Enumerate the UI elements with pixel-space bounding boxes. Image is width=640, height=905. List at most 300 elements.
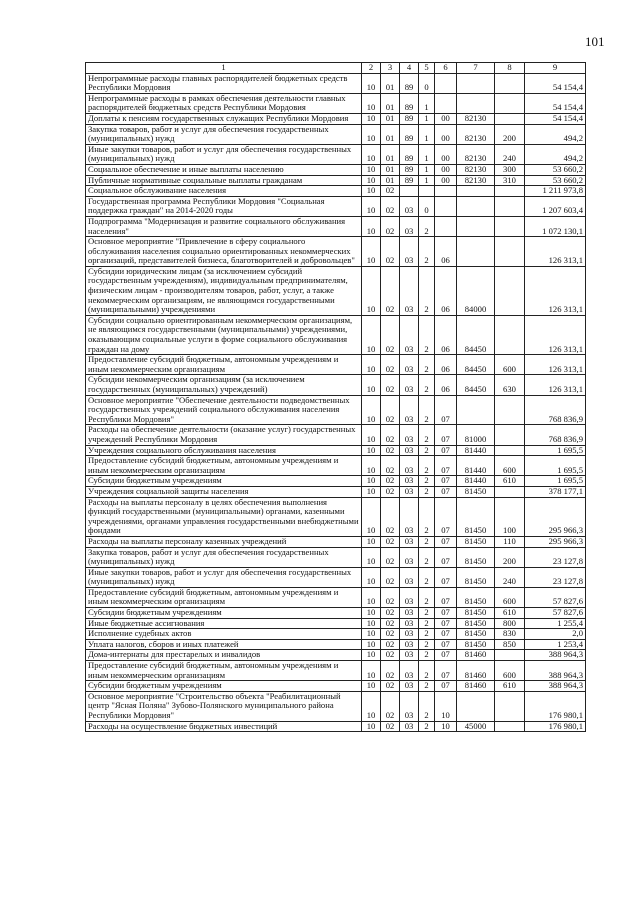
code-cell: 1 — [419, 164, 435, 175]
code-cell: 00 — [435, 124, 457, 144]
code-cell: 81450 — [457, 587, 495, 607]
code-cell: 07 — [435, 497, 457, 536]
amount-cell: 126 313,1 — [525, 237, 586, 267]
code-cell — [495, 93, 525, 113]
code-cell: 89 — [400, 73, 419, 93]
code-cell — [419, 186, 435, 197]
code-cell: 10 — [362, 375, 381, 395]
table-row — [86, 375, 586, 395]
code-cell: 82130 — [457, 144, 495, 164]
code-cell: 2 — [419, 661, 435, 681]
code-cell: 07 — [435, 476, 457, 487]
table-row — [86, 629, 586, 640]
expense-name-cell: Субсидии юридическим лицам (за исключением субсидий государственным учреждениям), индивидуальным предпринимателям, физическим лицам - производителям товаров, работ, услуг, а также некоммерческим организациям, не являющимся государственными (муниципальными) учреждениями — [86, 266, 362, 315]
code-cell: 03 — [400, 497, 419, 536]
code-cell: 84450 — [457, 375, 495, 395]
table-row — [86, 73, 586, 93]
code-cell: 1 — [419, 124, 435, 144]
code-cell: 03 — [400, 315, 419, 354]
code-cell: 03 — [400, 661, 419, 681]
code-cell: 10 — [362, 587, 381, 607]
table-body — [86, 73, 586, 732]
amount-cell: 768 836,9 — [525, 425, 586, 445]
code-cell: 600 — [495, 456, 525, 476]
table-row — [86, 164, 586, 175]
code-cell: 03 — [400, 536, 419, 547]
code-cell: 02 — [381, 476, 400, 487]
code-cell: 02 — [381, 587, 400, 607]
table-header-row — [86, 63, 586, 74]
code-cell: 600 — [495, 355, 525, 375]
table-row — [86, 661, 586, 681]
table-row — [86, 237, 586, 267]
amount-cell: 23 127,8 — [525, 547, 586, 567]
table-row — [86, 175, 586, 186]
code-cell: 81460 — [457, 681, 495, 692]
amount-cell: 126 313,1 — [525, 266, 586, 315]
code-cell: 240 — [495, 567, 525, 587]
code-cell — [495, 650, 525, 661]
amount-cell: 23 127,8 — [525, 567, 586, 587]
code-cell: 02 — [381, 266, 400, 315]
code-cell: 10 — [362, 497, 381, 536]
code-cell: 03 — [400, 547, 419, 567]
table-row — [86, 445, 586, 456]
code-cell: 2 — [419, 476, 435, 487]
table-row — [86, 567, 586, 587]
code-cell: 03 — [400, 445, 419, 456]
code-cell: 03 — [400, 618, 419, 629]
code-cell: 10 — [362, 547, 381, 567]
header-cell: 8 — [495, 63, 525, 74]
code-cell: 00 — [435, 175, 457, 186]
code-cell: 10 — [362, 618, 381, 629]
code-cell: 07 — [435, 639, 457, 650]
expense-name-cell: Подпрограмма "Модернизация и развитие социального обслуживания населения" — [86, 216, 362, 236]
code-cell: 830 — [495, 629, 525, 640]
code-cell: 610 — [495, 681, 525, 692]
code-cell: 07 — [435, 618, 457, 629]
code-cell — [457, 93, 495, 113]
header-cell: 2 — [362, 63, 381, 74]
expense-name-cell: Государственная программа Республики Мордовия "Социальная поддержка граждан" на 2014-2020 годы — [86, 196, 362, 216]
table-row — [86, 587, 586, 607]
code-cell: 07 — [435, 445, 457, 456]
code-cell: 01 — [381, 124, 400, 144]
code-cell: 81460 — [457, 650, 495, 661]
amount-cell: 57 827,6 — [525, 587, 586, 607]
code-cell: 10 — [362, 395, 381, 425]
code-cell: 02 — [381, 567, 400, 587]
code-cell: 01 — [381, 144, 400, 164]
code-cell: 02 — [381, 355, 400, 375]
code-cell: 03 — [400, 608, 419, 619]
code-cell: 10 — [362, 476, 381, 487]
code-cell: 10 — [362, 355, 381, 375]
amount-cell: 54 154,4 — [525, 113, 586, 124]
code-cell: 850 — [495, 639, 525, 650]
table-row — [86, 497, 586, 536]
code-cell: 81440 — [457, 445, 495, 456]
code-cell: 02 — [381, 536, 400, 547]
amount-cell: 295 966,3 — [525, 497, 586, 536]
code-cell: 07 — [435, 650, 457, 661]
expense-name-cell: Основное мероприятие "Привлечение в сферу социального обслуживания населения социально ориентированных некоммерческих организаций, представителей бизнеса, благотворителей и добровольцев" — [86, 237, 362, 267]
code-cell: 610 — [495, 476, 525, 487]
expense-name-cell: Расходы на выплаты персоналу казенных учреждений — [86, 536, 362, 547]
amount-cell: 1 211 973,8 — [525, 186, 586, 197]
code-cell: 2 — [419, 608, 435, 619]
code-cell: 10 — [362, 216, 381, 236]
expense-name-cell: Публичные нормативные социальные выплаты гражданам — [86, 175, 362, 186]
code-cell: 01 — [381, 113, 400, 124]
expense-name-cell: Предоставление субсидий бюджетным, автономным учреждениям и иным некоммерческим организациям — [86, 661, 362, 681]
table-row — [86, 650, 586, 661]
code-cell: 10 — [362, 456, 381, 476]
expense-name-cell: Закупка товаров, работ и услуг для обеспечения государственных (муниципальных) нужд — [86, 547, 362, 567]
code-cell — [435, 196, 457, 216]
code-cell: 81440 — [457, 476, 495, 487]
code-cell: 02 — [381, 681, 400, 692]
code-cell — [495, 196, 525, 216]
amount-cell: 1 695,5 — [525, 445, 586, 456]
code-cell: 89 — [400, 144, 419, 164]
page-number: 101 — [585, 34, 605, 49]
code-cell: 10 — [362, 266, 381, 315]
code-cell: 03 — [400, 196, 419, 216]
code-cell: 10 — [362, 567, 381, 587]
expense-name-cell: Учреждения социальной защиты населения — [86, 486, 362, 497]
expense-name-cell: Дома-интернаты для престарелых и инвалидов — [86, 650, 362, 661]
amount-cell: 126 313,1 — [525, 315, 586, 354]
code-cell: 81450 — [457, 608, 495, 619]
code-cell: 1 — [419, 93, 435, 113]
code-cell: 100 — [495, 497, 525, 536]
amount-cell: 176 980,1 — [525, 691, 586, 721]
code-cell: 02 — [381, 650, 400, 661]
code-cell: 01 — [381, 175, 400, 186]
code-cell: 03 — [400, 266, 419, 315]
code-cell: 2 — [419, 536, 435, 547]
code-cell: 81450 — [457, 629, 495, 640]
table-row — [86, 124, 586, 144]
code-cell: 10 — [362, 124, 381, 144]
code-cell: 03 — [400, 681, 419, 692]
header-cell: 4 — [400, 63, 419, 74]
code-cell: 03 — [400, 237, 419, 267]
code-cell: 07 — [435, 681, 457, 692]
code-cell — [495, 216, 525, 236]
table-row — [86, 547, 586, 567]
code-cell: 45000 — [457, 721, 495, 732]
code-cell: 84450 — [457, 355, 495, 375]
code-cell: 03 — [400, 375, 419, 395]
code-cell: 2 — [419, 567, 435, 587]
code-cell: 03 — [400, 425, 419, 445]
code-cell: 81450 — [457, 536, 495, 547]
code-cell: 10 — [362, 175, 381, 186]
code-cell: 2 — [419, 355, 435, 375]
code-cell: 81450 — [457, 639, 495, 650]
code-cell: 10 — [362, 445, 381, 456]
code-cell: 2 — [419, 395, 435, 425]
code-cell — [495, 266, 525, 315]
table-row — [86, 113, 586, 124]
code-cell — [435, 186, 457, 197]
code-cell: 07 — [435, 425, 457, 445]
budget-table — [85, 62, 586, 732]
code-cell: 2 — [419, 375, 435, 395]
code-cell: 06 — [435, 315, 457, 354]
code-cell: 10 — [362, 691, 381, 721]
amount-cell: 494,2 — [525, 144, 586, 164]
expense-name-cell: Основное мероприятие "Обеспечение деятельности подведомственных государственных учреждений социального обслуживания населения Республики Мордовия" — [86, 395, 362, 425]
table-row — [86, 355, 586, 375]
amount-cell: 126 313,1 — [525, 375, 586, 395]
code-cell: 02 — [381, 629, 400, 640]
code-cell: 82130 — [457, 113, 495, 124]
code-cell: 02 — [381, 721, 400, 732]
amount-cell: 1 207 603,4 — [525, 196, 586, 216]
table-row — [86, 681, 586, 692]
code-cell: 2 — [419, 629, 435, 640]
code-cell: 1 — [419, 175, 435, 186]
code-cell: 10 — [362, 608, 381, 619]
expense-name-cell: Непрограммные расходы в рамках обеспечения деятельности главных распорядителей бюджетных средств Республики Мордовия — [86, 93, 362, 113]
expense-name-cell: Закупка товаров, работ и услуг для обеспечения государственных (муниципальных) нужд — [86, 124, 362, 144]
code-cell: 81450 — [457, 486, 495, 497]
table-row — [86, 476, 586, 487]
table-row — [86, 196, 586, 216]
table-row — [86, 536, 586, 547]
code-cell — [495, 186, 525, 197]
code-cell: 03 — [400, 456, 419, 476]
table-row — [86, 721, 586, 732]
code-cell: 82130 — [457, 164, 495, 175]
amount-cell: 53 660,2 — [525, 175, 586, 186]
code-cell: 00 — [435, 113, 457, 124]
code-cell: 03 — [400, 629, 419, 640]
code-cell: 2 — [419, 681, 435, 692]
table-row — [86, 315, 586, 354]
table-row — [86, 216, 586, 236]
code-cell: 89 — [400, 93, 419, 113]
code-cell: 2 — [419, 497, 435, 536]
code-cell: 06 — [435, 375, 457, 395]
code-cell: 07 — [435, 587, 457, 607]
amount-cell: 494,2 — [525, 124, 586, 144]
code-cell: 07 — [435, 547, 457, 567]
code-cell — [495, 425, 525, 445]
amount-cell: 1 695,5 — [525, 456, 586, 476]
expense-name-cell: Иные закупки товаров, работ и услуг для обеспечения государственных (муниципальных) нужд — [86, 567, 362, 587]
table-row — [86, 618, 586, 629]
code-cell: 03 — [400, 587, 419, 607]
code-cell: 06 — [435, 237, 457, 267]
code-cell — [495, 237, 525, 267]
table-row — [86, 608, 586, 619]
code-cell: 10 — [362, 629, 381, 640]
expense-name-cell: Доплаты к пенсиям государственных служащих Республики Мордовия — [86, 113, 362, 124]
code-cell: 10 — [362, 144, 381, 164]
code-cell: 07 — [435, 456, 457, 476]
code-cell: 2 — [419, 639, 435, 650]
expense-name-cell: Иные закупки товаров, работ и услуг для обеспечения государственных (муниципальных) нужд — [86, 144, 362, 164]
code-cell: 10 — [362, 186, 381, 197]
table-row — [86, 266, 586, 315]
code-cell: 07 — [435, 661, 457, 681]
code-cell: 800 — [495, 618, 525, 629]
code-cell: 81000 — [457, 425, 495, 445]
code-cell: 84450 — [457, 315, 495, 354]
code-cell: 10 — [362, 164, 381, 175]
code-cell: 10 — [362, 237, 381, 267]
code-cell: 600 — [495, 661, 525, 681]
expense-name-cell: Предоставление субсидий бюджетным, автономным учреждениям и иным некоммерческим организациям — [86, 587, 362, 607]
code-cell: 02 — [381, 547, 400, 567]
expense-name-cell: Субсидии некоммерческим организациям (за исключением государственных (муниципальных) учреждений) — [86, 375, 362, 395]
code-cell: 07 — [435, 536, 457, 547]
code-cell: 10 — [362, 650, 381, 661]
code-cell: 89 — [400, 175, 419, 186]
code-cell: 03 — [400, 216, 419, 236]
code-cell: 2 — [419, 721, 435, 732]
code-cell: 2 — [419, 618, 435, 629]
expense-name-cell: Предоставление субсидий бюджетным, автономным учреждениям и иным некоммерческим организациям — [86, 355, 362, 375]
code-cell: 600 — [495, 587, 525, 607]
code-cell — [495, 486, 525, 497]
code-cell: 10 — [362, 681, 381, 692]
code-cell: 01 — [381, 73, 400, 93]
expense-name-cell: Уплата налогов, сборов и иных платежей — [86, 639, 362, 650]
amount-cell: 1 253,4 — [525, 639, 586, 650]
code-cell: 10 — [362, 196, 381, 216]
code-cell: 2 — [419, 691, 435, 721]
code-cell: 02 — [381, 608, 400, 619]
code-cell: 02 — [381, 216, 400, 236]
code-cell: 2 — [419, 216, 435, 236]
code-cell: 0 — [419, 73, 435, 93]
code-cell: 81450 — [457, 567, 495, 587]
code-cell: 02 — [381, 196, 400, 216]
code-cell — [457, 196, 495, 216]
code-cell: 2 — [419, 587, 435, 607]
code-cell: 06 — [435, 355, 457, 375]
code-cell: 03 — [400, 650, 419, 661]
code-cell: 01 — [381, 93, 400, 113]
code-cell: 07 — [435, 608, 457, 619]
code-cell: 02 — [381, 375, 400, 395]
expense-name-cell: Субсидии бюджетным учреждениям — [86, 476, 362, 487]
amount-cell: 126 313,1 — [525, 355, 586, 375]
code-cell — [435, 216, 457, 236]
code-cell: 03 — [400, 486, 419, 497]
code-cell: 07 — [435, 486, 457, 497]
header-cell: 6 — [435, 63, 457, 74]
code-cell: 630 — [495, 375, 525, 395]
code-cell: 1 — [419, 113, 435, 124]
code-cell: 2 — [419, 315, 435, 354]
code-cell: 10 — [362, 536, 381, 547]
code-cell — [495, 395, 525, 425]
expense-name-cell: Социальное обеспечение и иные выплаты населению — [86, 164, 362, 175]
code-cell: 03 — [400, 355, 419, 375]
code-cell: 03 — [400, 691, 419, 721]
code-cell: 00 — [435, 144, 457, 164]
code-cell: 02 — [381, 639, 400, 650]
code-cell: 02 — [381, 618, 400, 629]
code-cell — [495, 315, 525, 354]
code-cell: 01 — [381, 164, 400, 175]
code-cell: 02 — [381, 691, 400, 721]
expense-name-cell: Расходы на осуществление бюджетных инвестиций — [86, 721, 362, 732]
amount-cell: 176 980,1 — [525, 721, 586, 732]
expense-name-cell: Непрограммные расходы главных распорядителей бюджетных средств Республики Мордовия — [86, 73, 362, 93]
table-row — [86, 395, 586, 425]
amount-cell: 57 827,6 — [525, 608, 586, 619]
code-cell: 03 — [400, 567, 419, 587]
code-cell: 610 — [495, 608, 525, 619]
code-cell: 200 — [495, 124, 525, 144]
table-row — [86, 93, 586, 113]
code-cell: 02 — [381, 315, 400, 354]
code-cell: 02 — [381, 445, 400, 456]
code-cell: 1 — [419, 144, 435, 164]
expense-name-cell: Основное мероприятие "Строительство объекта "Реабилитационный центр "Ясная Поляна" Зубово-Полянского муниципального района Республики Мордовия" — [86, 691, 362, 721]
code-cell — [457, 186, 495, 197]
code-cell: 81450 — [457, 547, 495, 567]
code-cell: 03 — [400, 639, 419, 650]
amount-cell: 378 177,1 — [525, 486, 586, 497]
expense-name-cell: Субсидии социально ориентированным некоммерческим организациям, не являющимся государственными (муниципальными) учреждениями, оказывающим социальные услуги в форме социального обслуживания граждан на дому — [86, 315, 362, 354]
code-cell — [495, 721, 525, 732]
amount-cell: 1 072 130,1 — [525, 216, 586, 236]
code-cell — [457, 73, 495, 93]
amount-cell: 388 964,3 — [525, 650, 586, 661]
table-row — [86, 144, 586, 164]
code-cell: 10 — [362, 425, 381, 445]
code-cell: 0 — [419, 196, 435, 216]
amount-cell: 2,0 — [525, 629, 586, 640]
code-cell: 07 — [435, 629, 457, 640]
amount-cell: 388 964,3 — [525, 661, 586, 681]
header-cell: 1 — [86, 63, 362, 74]
code-cell: 200 — [495, 547, 525, 567]
code-cell: 2 — [419, 547, 435, 567]
table-row — [86, 425, 586, 445]
code-cell: 02 — [381, 425, 400, 445]
amount-cell: 1 695,5 — [525, 476, 586, 487]
header-cell: 3 — [381, 63, 400, 74]
amount-cell: 295 966,3 — [525, 536, 586, 547]
code-cell — [495, 113, 525, 124]
code-cell: 81450 — [457, 618, 495, 629]
code-cell: 10 — [362, 661, 381, 681]
code-cell: 03 — [400, 476, 419, 487]
code-cell: 10 — [435, 721, 457, 732]
code-cell: 81440 — [457, 456, 495, 476]
code-cell: 03 — [400, 395, 419, 425]
code-cell: 02 — [381, 395, 400, 425]
code-cell: 2 — [419, 266, 435, 315]
code-cell: 10 — [362, 93, 381, 113]
expense-name-cell: Расходы на обеспечение деятельности (оказание услуг) государственных учреждений Республики Мордовия — [86, 425, 362, 445]
amount-cell: 54 154,4 — [525, 73, 586, 93]
table-row — [86, 486, 586, 497]
code-cell — [435, 93, 457, 113]
code-cell: 06 — [435, 266, 457, 315]
code-cell: 81450 — [457, 497, 495, 536]
